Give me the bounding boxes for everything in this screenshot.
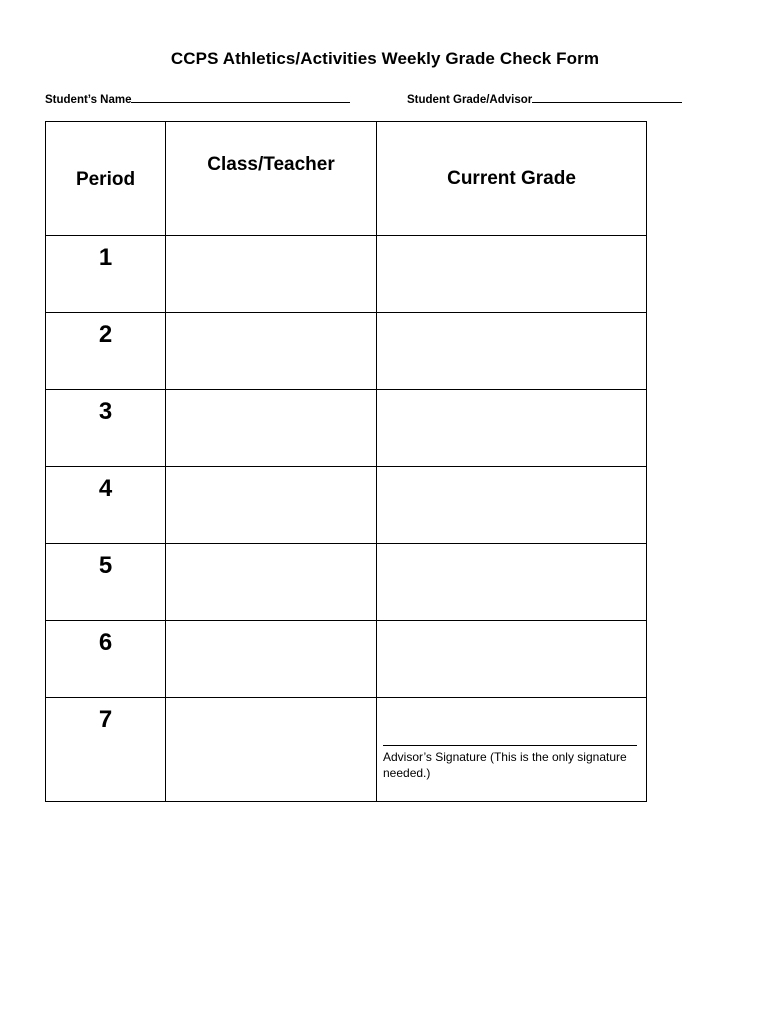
period-number: 5 <box>46 544 166 621</box>
period-number: 3 <box>46 390 166 467</box>
table-row <box>46 621 647 698</box>
grade-check-table <box>45 121 647 802</box>
period-number: 1 <box>46 236 166 313</box>
period-number: 2 <box>46 313 166 390</box>
table-header-row <box>46 122 647 236</box>
table-row <box>46 313 647 390</box>
class-teacher-cell[interactable] <box>166 467 377 544</box>
table-row <box>46 467 647 544</box>
student-grade-advisor-field <box>407 90 682 106</box>
current-grade-column-header: Current Grade <box>377 122 647 236</box>
student-grade-advisor-label: Student Grade/Advisor <box>407 94 533 106</box>
table-row <box>46 544 647 621</box>
period-number: 7 <box>46 698 166 802</box>
current-grade-cell[interactable] <box>377 236 647 313</box>
current-grade-cell[interactable] <box>377 313 647 390</box>
period-column-header: Period <box>46 122 166 236</box>
advisor-signature-line[interactable] <box>383 745 637 746</box>
student-grade-advisor-input-line[interactable] <box>532 90 682 103</box>
class-teacher-column-header: Class/Teacher <box>166 122 377 236</box>
current-grade-cell[interactable] <box>377 544 647 621</box>
current-grade-cell[interactable] <box>377 621 647 698</box>
advisor-signature-note: Advisor’s Signature (This is the only signature needed.) <box>383 750 627 780</box>
student-name-label: Student’s Name <box>45 94 132 106</box>
student-name-input-line[interactable] <box>131 90 350 103</box>
class-teacher-cell[interactable] <box>166 313 377 390</box>
period-number: 6 <box>46 621 166 698</box>
class-teacher-cell[interactable] <box>166 236 377 313</box>
class-teacher-cell[interactable] <box>166 544 377 621</box>
student-name-field <box>45 90 350 106</box>
class-teacher-cell[interactable] <box>166 390 377 467</box>
class-teacher-cell[interactable] <box>166 698 377 802</box>
period-number: 4 <box>46 467 166 544</box>
form-title: CCPS Athletics/Activities Weekly Grade Check Form <box>170 49 600 68</box>
table-row <box>46 390 647 467</box>
table-row <box>46 236 647 313</box>
advisor-signature-cell[interactable] <box>377 698 647 802</box>
table-row <box>46 698 647 802</box>
class-teacher-cell[interactable] <box>166 621 377 698</box>
current-grade-cell[interactable] <box>377 390 647 467</box>
current-grade-cell[interactable] <box>377 467 647 544</box>
